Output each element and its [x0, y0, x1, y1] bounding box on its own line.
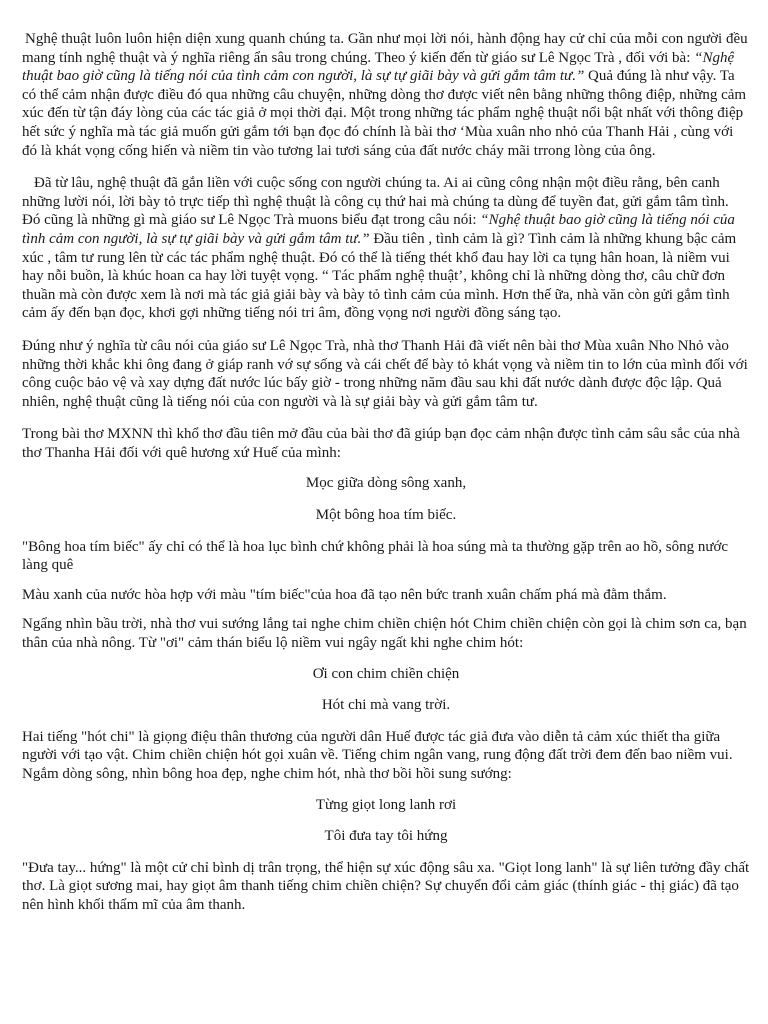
verse-line-3: Ơi con chim chiền chiện: [312, 665, 460, 682]
paragraph-intro-text-a: Nghệ thuật luôn luôn hiện diện xung quanh chúng ta. Gần như mọi lời nói, hành động hay cử chỉ của mỗi con người đều mang tính nghệ thuật và ý nghĩa riêng ẩn sâu trong chúng. Theo ý kiến đến từ giáo sư Lê Ngọc Trà , đối với bà:: [22, 31, 748, 66]
paragraph-art-life: [22, 174, 750, 323]
paragraph-intro-text-b: Quả đúng là như vậy. Ta có thể cảm nhận được điều đó qua những câu chuyện, những dòng thơ được viết nên bằng những thông điệp, những cảm xúc đến từ tận đáy lòng của các tác giả ở mọi thời đại. Một trong những tác phẩm nghệ thuật nổi bật nhất với thông điệp hết sức ý nghĩa mà tác giả muốn gửi gắm tới bạn đọc đó chính là bài thơ ‘Mùa xuân nho nhỏ của Thanh Hải , cùng với đó là khát vọng cống hiến và niềm tin vào tương lai tươi sáng của đất nước cháy mãi trrong lòng của ông.: [22, 68, 747, 159]
quote-le-ngoc-tra-repeat: “Nghệ thuật bao giờ cũng là tiếng nói của tình cảm con người, là sự tự giãi bày và gửi gắm tâm tư.”: [22, 212, 735, 247]
paragraph-thanh-hai: Đúng như ý nghĩa từ câu nói của giáo sư Lê Ngọc Trà, nhà thơ Thanh Hải đã viết nên bài thơ Mùa xuân Nho Nhỏ vào những thời khắc khi ông đang ở giáp ranh vớ sự sống và cái chết để bày tỏ khát vọng và niềm tin to lớn của mình đối với công cuộc bảo vệ và xay dựng đất nước lúc bấy giờ - trong những năm đầu sau khi đất nước dành được độc lập. Quả nhiên, nghệ thuật cũng là tiếng nói của con người và là sự giải bày và gửi gắm tâm tư.: [22, 337, 748, 410]
paragraph-art-life-text-a: Đã từ lâu, nghệ thuật đã gắn liền với cuộc sống con người chúng ta. Ai ai cũng công nhận một điều rằng, bên canh những lười nói, lời bày tỏ trực tiếp thì nghệ thuật là công cụ thứ hai mà chúng ta dùng để tuyền đat, gửi gắm tâm tình. Đó cũng là những gì mà giáo sư Lê Ngọc Trà muons biểu đạt trong câu nói:: [22, 175, 729, 229]
verse-line-4: Hót chi mà vang trời.: [321, 697, 451, 714]
paragraph-intro: [22, 30, 750, 160]
verse-line-6: Tôi đưa tay tôi hứng: [324, 828, 448, 845]
paragraph-flower: "Bông hoa tím biếc" ấy chỉ có thể là hoa lục bình chứ không phải là hoa súng mà ta thường gặp trên ao hồ, sông nước làng quê: [22, 538, 729, 574]
document-page: [22, 30, 750, 915]
verse-line-2: Một bông hoa tím biếc.: [315, 507, 457, 524]
verse-line-1: Mọc giữa dòng sông xanh,: [305, 475, 467, 492]
paragraph-first-stanza: Trong bài thơ MXNN thì khổ thơ đầu tiên mở đầu của bài thơ đã giúp bạn đọc cảm nhận được tình cảm sâu sắc của nhà thơ Thanha Hải đối với quê hương xứ Huế của mình:: [22, 426, 740, 461]
verse-line-5: Từng giọt long lanh rơi: [315, 796, 457, 813]
paragraph-color: Màu xanh của nước hòa hợp với màu "tím biếc"của hoa đã tạo nên bức tranh xuân chấm phá mà đằm thắm.: [22, 586, 667, 603]
quote-le-ngoc-tra: “Nghệ thuật bao giờ cũng là tiếng nói của tình cảm con người, là sự tự giãi bày và gửi gắm tâm tư.”: [22, 49, 735, 85]
paragraph-dua-tay: "Đưa tay... hứng" là một cử chỉ bình dị trân trọng, thể hiện sự xúc động sâu xa. "Giọt long lanh" là sự liên tưởng đầy chất thơ. Là giọt sương mai, hay giọt âm thanh tiếng chim chiền chiện? Sự chuyển đổi cảm giác (thính giác - thị giác) đã tạo nên hình khối thẩm mĩ của âm thanh.: [22, 859, 750, 913]
paragraph-bird: Ngẩng nhìn bầu trời, nhà thơ vui sướng lắng tai nghe chim chiền chiện hót Chim chiền chiện còn gọi là chim sơn ca, bạn thân của nhà nông. Từ "ơi" cảm thán biểu lộ niềm vui ngây ngất khi nghe chim hót:: [22, 616, 747, 652]
paragraph-hot-chi: Hai tiếng "hót chi" là giọng điệu thân thương của người dân Huế được tác giả đưa vào diễn tả cảm xúc thiết tha giữa người với tạo vật. Chim chiền chiện hót gọi xuân về. Tiếng chim ngân vang, rung động đất trời đem đến bao niềm vui. Ngắm dòng sông, nhìn bông hoa đẹp, nghe chim hót, nhà thơ bồi hồi sung sướng:: [22, 728, 733, 782]
paragraph-art-life-text-b: Đầu tiên , tình cảm là gì? Tình cảm là những khung bậc cảm xúc , tâm tư rung lên từ các tác phẩm nghệ thuật. Đó có thể là tiếng thét khổ đau hay lời ca tụng hân hoan, là niềm vui hay nỗi buồn, là khúc hoan ca hay lời tuyệt vọng. “ Tác phẩm nghệ thuật’, không chỉ là những dòng thơ, câu chữ đơn thuần mà còn được xem là nơi mà tác giả giải bày và bày tỏ tình cảm của mình. Hơn thế ữa, nhà văn còn gửi gắm tình cảm ấy đến bạn đọc, khơi gợi những tiếng nói tri âm, đồng vọng nơi người đồng sáng tạo.: [22, 230, 737, 322]
